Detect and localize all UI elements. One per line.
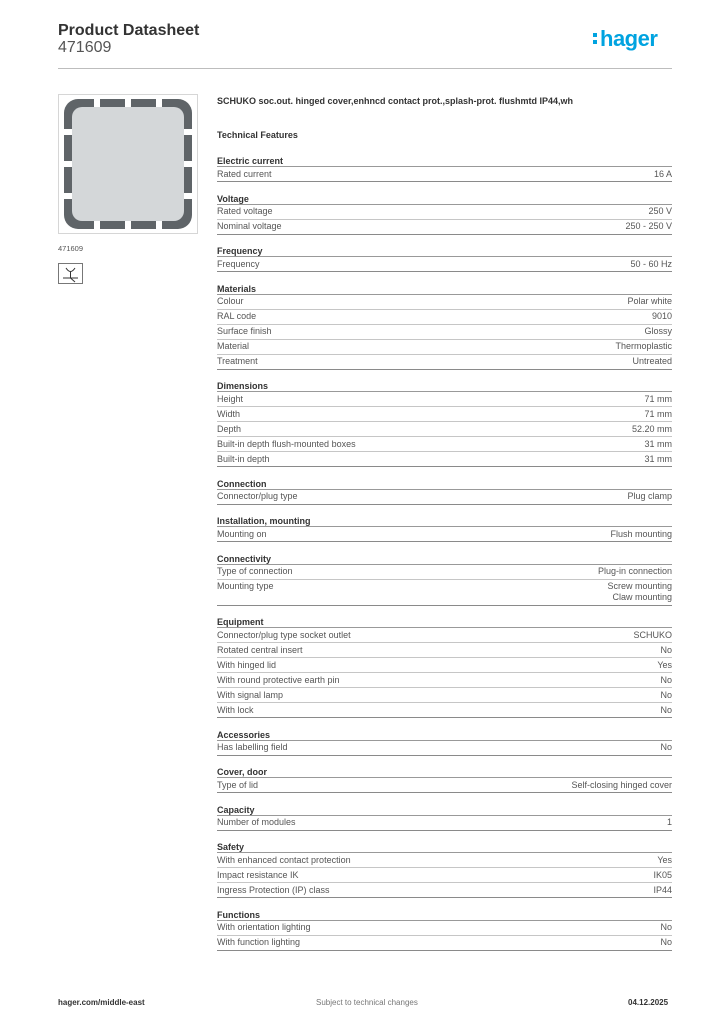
technical-features-table	[217, 155, 672, 961]
footer-date: 04.12.2025	[628, 998, 669, 1007]
technical-features-heading: Technical Features	[217, 130, 298, 140]
spec-row	[217, 437, 672, 452]
section-title: Capacity	[217, 804, 672, 816]
spec-value: Glossy	[644, 326, 672, 336]
spec-value: Plug clamp	[627, 491, 672, 501]
spec-row	[217, 167, 672, 182]
product-code: 471609	[58, 39, 112, 56]
spec-label: Height	[217, 393, 244, 404]
page-title: Product Datasheet	[58, 22, 200, 39]
spec-value: 52.20 mm	[631, 423, 672, 434]
spec-label: With function lighting	[217, 937, 301, 947]
spec-row	[217, 452, 672, 467]
spec-label: Mounting on	[217, 528, 267, 539]
footer-notice: Subject to technical changes	[316, 998, 418, 1007]
section-title: Connection	[217, 478, 672, 490]
spec-section	[217, 766, 672, 793]
spec-value: Screw mounting Claw mounting	[607, 581, 672, 602]
spec-row	[217, 355, 672, 370]
spec-label: Colour	[217, 296, 244, 306]
spec-label: Type of connection	[217, 566, 293, 576]
spec-value: No	[660, 922, 672, 932]
spec-value: Yes	[657, 854, 672, 865]
spec-label: Impact resistance IK	[217, 869, 299, 880]
spec-value: No	[660, 742, 672, 752]
spec-value: 250 - 250 V	[625, 221, 672, 231]
spec-row	[217, 407, 672, 422]
spec-label: With lock	[217, 704, 254, 715]
spec-label: Frequency	[217, 258, 260, 269]
spec-row	[217, 527, 672, 542]
section-title: Voltage	[217, 193, 672, 205]
spec-row	[217, 325, 672, 340]
spec-value: Untreated	[632, 356, 672, 366]
spec-label: With orientation lighting	[217, 922, 311, 932]
spec-label: Ingress Protection (IP) class	[217, 884, 330, 895]
section-title: Cover, door	[217, 766, 672, 778]
product-description: SCHUKO soc.out. hinged cover,enhncd contact prot.,splash-prot. flushmtd IP44,wh	[217, 96, 574, 106]
section-title: Accessories	[217, 729, 672, 741]
spec-value: No	[660, 704, 672, 715]
spec-row	[217, 778, 672, 793]
spec-value: 31 mm	[644, 438, 672, 449]
spec-value: 16 A	[653, 168, 672, 179]
spec-row	[217, 340, 672, 355]
spec-label: Rated voltage	[217, 206, 273, 216]
spec-section	[217, 804, 672, 831]
spec-label: Treatment	[217, 356, 258, 366]
spec-value: 50 - 60 Hz	[630, 258, 672, 269]
section-title: Equipment	[217, 616, 672, 628]
spec-section	[217, 729, 672, 756]
spec-label: Has labelling field	[217, 742, 288, 752]
spec-row	[217, 580, 672, 606]
spec-row	[217, 936, 672, 951]
spec-value: IP44	[653, 884, 672, 895]
spec-label: Mounting type	[217, 581, 274, 591]
spec-row	[217, 883, 672, 898]
spec-row	[217, 220, 672, 235]
spec-value: Thermoplastic	[615, 341, 672, 351]
spec-value: No	[660, 689, 672, 700]
spec-label: With signal lamp	[217, 689, 284, 700]
header-divider	[58, 68, 672, 69]
spec-label: Number of modules	[217, 817, 296, 827]
spec-row	[217, 310, 672, 325]
product-image	[58, 94, 198, 234]
spec-label: RAL code	[217, 311, 257, 321]
section-title: Safety	[217, 841, 672, 853]
spec-row	[217, 816, 672, 831]
spec-label: Width	[217, 408, 241, 419]
logo-colon-icon	[593, 28, 598, 44]
section-title: Electric current	[217, 155, 672, 167]
section-title: Frequency	[217, 245, 672, 257]
spec-row	[217, 853, 672, 868]
spec-row	[217, 205, 672, 220]
socket-symbol-icon	[58, 263, 83, 284]
spec-value: 71 mm	[644, 408, 672, 419]
spec-row	[217, 741, 672, 756]
section-title: Dimensions	[217, 380, 672, 392]
spec-value: Yes	[657, 659, 672, 670]
section-title: Materials	[217, 283, 672, 295]
socket-frame	[64, 99, 192, 229]
spec-label: Surface finish	[217, 326, 272, 336]
spec-value: Polar white	[627, 296, 672, 306]
spec-value: 71 mm	[644, 393, 672, 404]
spec-row	[217, 868, 672, 883]
footer-website[interactable]: hager.com/middle-east	[58, 998, 145, 1007]
logo-text: hager	[600, 26, 658, 51]
spec-value: Plug-in connection	[597, 566, 672, 576]
spec-row	[217, 490, 672, 505]
section-title: Connectivity	[217, 553, 672, 565]
spec-label: Built-in depth flush-mounted boxes	[217, 438, 356, 449]
spec-row	[217, 643, 672, 658]
spec-label: Rotated central insert	[217, 644, 303, 655]
spec-label: Nominal voltage	[217, 221, 282, 231]
spec-value: 31 mm	[644, 453, 672, 464]
spec-row	[217, 295, 672, 310]
socket-cover	[72, 107, 184, 221]
spec-value: Flush mounting	[610, 528, 672, 539]
spec-label: Built-in depth	[217, 453, 270, 464]
spec-section	[217, 283, 672, 370]
spec-value: No	[660, 644, 672, 655]
section-title: Functions	[217, 909, 672, 921]
spec-row	[217, 688, 672, 703]
spec-value: No	[660, 674, 672, 685]
spec-label: Depth	[217, 423, 242, 434]
spec-row	[217, 658, 672, 673]
spec-label: Rated current	[217, 168, 272, 179]
spec-section	[217, 193, 672, 235]
spec-value: 250 V	[648, 206, 672, 216]
spec-section	[217, 155, 672, 182]
spec-section	[217, 841, 672, 898]
spec-row	[217, 628, 672, 643]
spec-row	[217, 392, 672, 407]
spec-section	[217, 553, 672, 606]
spec-row	[217, 565, 672, 580]
spec-value: No	[660, 937, 672, 947]
spec-row	[217, 921, 672, 936]
spec-label: With round protective earth pin	[217, 674, 340, 685]
spec-section	[217, 909, 672, 951]
spec-value: 1	[666, 817, 672, 827]
spec-section	[217, 478, 672, 505]
spec-value: IK05	[653, 869, 672, 880]
spec-label: Type of lid	[217, 779, 259, 790]
spec-value: SCHUKO	[633, 629, 672, 640]
spec-label: With enhanced contact protection	[217, 854, 351, 865]
spec-label: Connector/plug type socket outlet	[217, 629, 351, 640]
spec-value: 9010	[651, 311, 672, 321]
spec-row	[217, 257, 672, 272]
spec-section	[217, 245, 672, 272]
spec-row	[217, 422, 672, 437]
spec-section	[217, 616, 672, 718]
section-title: Installation, mounting	[217, 515, 672, 527]
spec-section	[217, 515, 672, 542]
spec-label: Connector/plug type	[217, 491, 298, 501]
spec-section	[217, 380, 672, 467]
hager-logo	[593, 28, 657, 50]
spec-label: With hinged lid	[217, 659, 277, 670]
image-caption: 471609	[58, 244, 84, 253]
spec-label: Material	[217, 341, 250, 351]
spec-value: Self-closing hinged cover	[571, 779, 672, 790]
spec-row	[217, 703, 672, 718]
spec-row	[217, 673, 672, 688]
